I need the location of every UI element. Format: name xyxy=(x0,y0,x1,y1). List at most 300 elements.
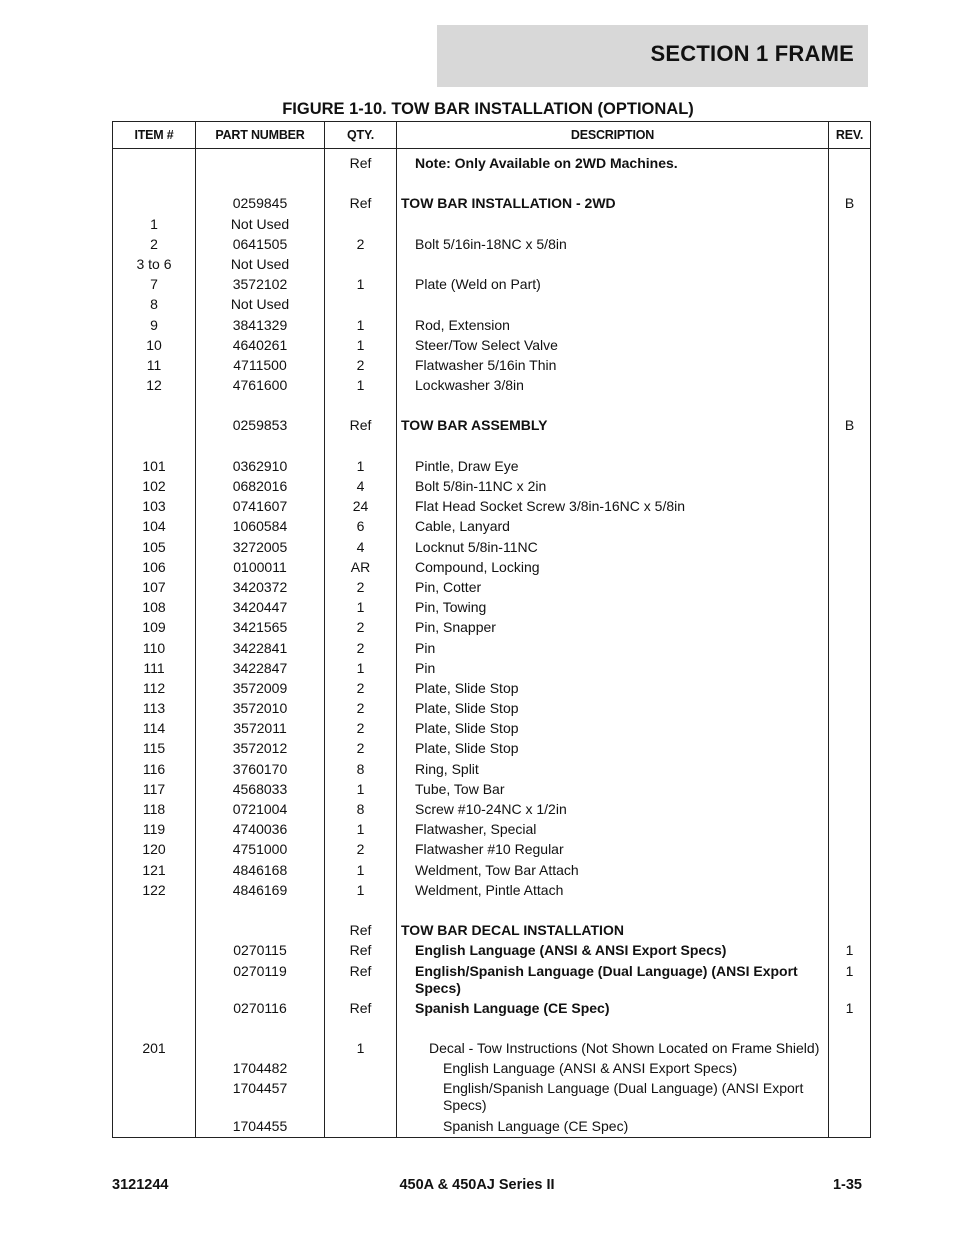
quantity-cell xyxy=(325,295,397,315)
description-cell xyxy=(397,961,829,998)
part-number-cell: Not Used xyxy=(196,295,325,315)
revision-cell xyxy=(829,497,871,517)
table-row xyxy=(113,295,871,315)
description-cell xyxy=(397,820,829,840)
description-text: Flat Head Socket Screw 3/8in-16NC x 5/8in xyxy=(415,498,686,515)
spacer-cell xyxy=(196,396,325,416)
part-number-cell: 3572011 xyxy=(196,719,325,739)
description-cell xyxy=(397,476,829,496)
table-row xyxy=(113,779,871,799)
description-text: Weldment, Pintle Attach xyxy=(415,881,564,898)
table-row xyxy=(113,456,871,476)
quantity-cell: Ref xyxy=(325,921,397,941)
item-number-cell xyxy=(113,194,196,214)
revision-cell xyxy=(829,517,871,537)
description-cell xyxy=(397,1038,829,1058)
parts-table-body xyxy=(113,149,871,1138)
quantity-cell: 1 xyxy=(325,315,397,335)
table-row xyxy=(113,860,871,880)
item-number-cell: 9 xyxy=(113,315,196,335)
revision-cell xyxy=(829,860,871,880)
revision-cell xyxy=(829,921,871,941)
description-text: Weldment, Tow Bar Attach xyxy=(415,861,579,878)
revision-cell xyxy=(829,1116,871,1137)
part-number-cell xyxy=(196,149,325,174)
description-text: Flatwasher 5/16in Thin xyxy=(415,356,557,373)
footer-model: 450A & 450AJ Series II xyxy=(399,1177,555,1193)
revision-cell xyxy=(829,375,871,395)
part-number-cell: 3841329 xyxy=(196,315,325,335)
revision-cell xyxy=(829,658,871,678)
table-row xyxy=(113,149,871,174)
table-row xyxy=(113,234,871,254)
revision-cell xyxy=(829,577,871,597)
quantity-cell: 1 xyxy=(325,1038,397,1058)
footer-page-number: 1-35 xyxy=(832,1177,862,1193)
revision-cell xyxy=(829,598,871,618)
table-row xyxy=(113,1116,871,1137)
description-cell xyxy=(397,315,829,335)
quantity-cell: 1 xyxy=(325,820,397,840)
item-number-cell xyxy=(113,961,196,998)
item-number-cell: 8 xyxy=(113,295,196,315)
spacer-cell xyxy=(325,436,397,456)
part-number-cell: Not Used xyxy=(196,254,325,274)
quantity-cell: Ref xyxy=(325,194,397,214)
description-text: English/Spanish Language (Dual Language) (ANSI Export Specs) xyxy=(443,1080,804,1114)
revision-cell xyxy=(829,719,871,739)
quantity-cell: Ref xyxy=(325,998,397,1018)
table-row xyxy=(113,1059,871,1079)
description-text: English Language (ANSI & ANSI Export Specs) xyxy=(443,1060,738,1077)
part-number-cell: 4846168 xyxy=(196,860,325,880)
description-cell xyxy=(397,840,829,860)
item-number-cell: 1 xyxy=(113,214,196,234)
item-number-cell: 109 xyxy=(113,618,196,638)
part-number-cell: 4568033 xyxy=(196,779,325,799)
table-row xyxy=(113,476,871,496)
table-row xyxy=(113,517,871,537)
description-cell xyxy=(397,456,829,476)
quantity-cell: Ref xyxy=(325,961,397,998)
item-number-cell: 10 xyxy=(113,335,196,355)
quantity-cell: 2 xyxy=(325,618,397,638)
item-number-cell: 110 xyxy=(113,638,196,658)
item-number-cell xyxy=(113,1079,196,1116)
item-number-cell: 201 xyxy=(113,1038,196,1058)
part-number-cell: 3572010 xyxy=(196,698,325,718)
description-text: Flatwasher #10 Regular xyxy=(415,841,564,858)
quantity-cell: 2 xyxy=(325,840,397,860)
revision-cell xyxy=(829,840,871,860)
description-text: Tube, Tow Bar xyxy=(415,780,505,797)
description-text: Steer/Tow Select Valve xyxy=(415,336,558,353)
item-number-cell: 2 xyxy=(113,234,196,254)
item-number-cell: 108 xyxy=(113,598,196,618)
table-row xyxy=(113,1038,871,1058)
part-number-cell: 3760170 xyxy=(196,759,325,779)
description-text: English/Spanish Language (Dual Language) (ANSI Export Specs) xyxy=(415,962,798,996)
table-row xyxy=(113,194,871,214)
table-row xyxy=(113,537,871,557)
item-number-cell xyxy=(113,416,196,436)
table-spacer-row xyxy=(113,1018,871,1038)
revision-cell xyxy=(829,557,871,577)
revision-cell xyxy=(829,456,871,476)
table-row xyxy=(113,638,871,658)
revision-cell xyxy=(829,1079,871,1116)
part-number-cell: 3420372 xyxy=(196,577,325,597)
spacer-cell xyxy=(325,1018,397,1038)
description-cell xyxy=(397,779,829,799)
table-row xyxy=(113,961,871,998)
description-cell xyxy=(397,416,829,436)
item-number-cell: 11 xyxy=(113,355,196,375)
description-cell xyxy=(397,998,829,1018)
revision-cell xyxy=(829,799,871,819)
description-cell xyxy=(397,598,829,618)
table-row xyxy=(113,658,871,678)
table-row xyxy=(113,335,871,355)
item-number-cell: 101 xyxy=(113,456,196,476)
description-cell xyxy=(397,698,829,718)
part-number-cell: 3422847 xyxy=(196,658,325,678)
spacer-cell xyxy=(196,1018,325,1038)
quantity-cell xyxy=(325,1116,397,1137)
item-number-cell: 106 xyxy=(113,557,196,577)
part-number-cell: 4711500 xyxy=(196,355,325,375)
part-number-cell: 3572009 xyxy=(196,678,325,698)
quantity-cell: 2 xyxy=(325,739,397,759)
description-cell xyxy=(397,214,829,234)
description-cell xyxy=(397,719,829,739)
revision-cell xyxy=(829,315,871,335)
table-row xyxy=(113,416,871,436)
revision-cell xyxy=(829,335,871,355)
spacer-cell xyxy=(397,900,829,920)
item-number-cell: 120 xyxy=(113,840,196,860)
quantity-cell: 2 xyxy=(325,678,397,698)
description-cell xyxy=(397,335,829,355)
quantity-cell: 8 xyxy=(325,759,397,779)
spacer-cell xyxy=(397,396,829,416)
table-row xyxy=(113,698,871,718)
description-text: Ring, Split xyxy=(415,760,479,777)
item-number-cell: 102 xyxy=(113,476,196,496)
table-row xyxy=(113,557,871,577)
description-cell xyxy=(397,497,829,517)
table-spacer-row xyxy=(113,174,871,194)
quantity-cell: 2 xyxy=(325,577,397,597)
quantity-cell: 6 xyxy=(325,517,397,537)
part-number-cell: 0270115 xyxy=(196,941,325,961)
description-text: Lockwasher 3/8in xyxy=(415,377,524,394)
quantity-cell: 24 xyxy=(325,497,397,517)
header-description: DESCRIPTION xyxy=(397,122,829,149)
figure-title: FIGURE 1-10. TOW BAR INSTALLATION (OPTIONAL) xyxy=(282,100,694,118)
quantity-cell xyxy=(325,214,397,234)
revision-cell xyxy=(829,820,871,840)
table-row xyxy=(113,921,871,941)
section-header xyxy=(437,25,868,87)
part-number-cell: 3572102 xyxy=(196,275,325,295)
description-text: Flatwasher, Special xyxy=(415,821,537,838)
revision-cell xyxy=(829,149,871,174)
quantity-cell xyxy=(325,254,397,274)
table-row xyxy=(113,375,871,395)
description-text: Screw #10-24NC x 1/2in xyxy=(415,801,567,817)
quantity-cell: 1 xyxy=(325,860,397,880)
item-number-cell: 113 xyxy=(113,698,196,718)
description-cell xyxy=(397,254,829,274)
item-number-cell: 104 xyxy=(113,517,196,537)
revision-cell: 1 xyxy=(829,961,871,998)
description-cell xyxy=(397,355,829,375)
revision-cell xyxy=(829,779,871,799)
description-cell xyxy=(397,275,829,295)
spacer-cell xyxy=(196,436,325,456)
description-cell xyxy=(397,880,829,900)
table-header-row xyxy=(113,122,871,149)
description-text: Decal - Tow Instructions (Not Shown Located on Frame Shield) xyxy=(429,1040,820,1057)
quantity-cell: Ref xyxy=(325,149,397,174)
quantity-cell: 1 xyxy=(325,880,397,900)
item-number-cell: 12 xyxy=(113,375,196,395)
part-number-cell: 4761600 xyxy=(196,375,325,395)
table-row xyxy=(113,678,871,698)
part-number-cell: Not Used xyxy=(196,214,325,234)
table-row xyxy=(113,497,871,517)
table-row xyxy=(113,739,871,759)
description-text: Pin xyxy=(415,659,436,676)
quantity-cell: 8 xyxy=(325,799,397,819)
table-row xyxy=(113,1079,871,1116)
quantity-cell xyxy=(325,1079,397,1116)
description-text: TOW BAR INSTALLATION - 2WD xyxy=(401,195,616,212)
revision-cell xyxy=(829,476,871,496)
table-spacer-row xyxy=(113,436,871,456)
description-text: Pintle, Draw Eye xyxy=(415,457,519,474)
table-row xyxy=(113,254,871,274)
table-row xyxy=(113,941,871,961)
description-cell xyxy=(397,1079,829,1116)
revision-cell xyxy=(829,1059,871,1079)
item-number-cell: 119 xyxy=(113,820,196,840)
part-number-cell: 3421565 xyxy=(196,618,325,638)
description-text: TOW BAR DECAL INSTALLATION xyxy=(401,922,624,939)
description-cell xyxy=(397,678,829,698)
spacer-cell xyxy=(196,174,325,194)
revision-cell xyxy=(829,537,871,557)
quantity-cell xyxy=(325,1059,397,1079)
table-row xyxy=(113,998,871,1018)
description-cell xyxy=(397,295,829,315)
revision-cell xyxy=(829,678,871,698)
quantity-cell: 4 xyxy=(325,537,397,557)
table-row xyxy=(113,355,871,375)
description-cell xyxy=(397,941,829,961)
revision-cell: 1 xyxy=(829,998,871,1018)
table-row xyxy=(113,880,871,900)
spacer-cell xyxy=(113,436,196,456)
spacer-cell xyxy=(829,436,871,456)
description-cell xyxy=(397,759,829,779)
description-cell xyxy=(397,149,829,174)
item-number-cell xyxy=(113,149,196,174)
table-row xyxy=(113,577,871,597)
description-cell xyxy=(397,557,829,577)
part-number-cell: 3272005 xyxy=(196,537,325,557)
table-spacer-row xyxy=(113,396,871,416)
part-number-cell: 0641505 xyxy=(196,234,325,254)
description-cell xyxy=(397,739,829,759)
description-text: Plate, Slide Stop xyxy=(415,679,519,696)
item-number-cell: 122 xyxy=(113,880,196,900)
revision-cell xyxy=(829,739,871,759)
revision-cell xyxy=(829,638,871,658)
item-number-cell xyxy=(113,1116,196,1137)
revision-cell: 1 xyxy=(829,941,871,961)
part-number-cell: 0270116 xyxy=(196,998,325,1018)
description-cell xyxy=(397,860,829,880)
table-row xyxy=(113,840,871,860)
item-number-cell xyxy=(113,921,196,941)
part-number-cell: 0682016 xyxy=(196,476,325,496)
description-cell xyxy=(397,658,829,678)
part-number-cell: 0721004 xyxy=(196,799,325,819)
spacer-cell xyxy=(113,396,196,416)
revision-cell xyxy=(829,355,871,375)
revision-cell xyxy=(829,234,871,254)
description-text: Plate, Slide Stop xyxy=(415,740,519,757)
quantity-cell: 4 xyxy=(325,476,397,496)
part-number-cell: 0741607 xyxy=(196,497,325,517)
header-item: ITEM # xyxy=(113,122,196,149)
quantity-cell: 1 xyxy=(325,658,397,678)
revision-cell xyxy=(829,618,871,638)
description-text: Note: Only Available on 2WD Machines. xyxy=(415,155,678,171)
spacer-cell xyxy=(829,396,871,416)
quantity-cell: 2 xyxy=(325,234,397,254)
item-number-cell: 121 xyxy=(113,860,196,880)
revision-cell xyxy=(829,214,871,234)
quantity-cell: 2 xyxy=(325,698,397,718)
description-cell xyxy=(397,1116,829,1137)
description-text: Locknut 5/8in-11NC xyxy=(415,538,538,555)
item-number-cell: 107 xyxy=(113,577,196,597)
description-text: English Language (ANSI & ANSI Export Specs) xyxy=(415,942,727,959)
table-row xyxy=(113,618,871,638)
item-number-cell: 103 xyxy=(113,497,196,517)
part-number-cell: 1704457 xyxy=(196,1079,325,1116)
item-number-cell xyxy=(113,1059,196,1079)
part-number-cell: 0270119 xyxy=(196,961,325,998)
spacer-cell xyxy=(113,174,196,194)
spacer-cell xyxy=(196,900,325,920)
description-cell xyxy=(397,194,829,214)
header-rev: REV. xyxy=(829,122,871,149)
description-text: Compound, Locking xyxy=(415,558,540,575)
spacer-cell xyxy=(325,396,397,416)
quantity-cell: 2 xyxy=(325,638,397,658)
revision-cell: B xyxy=(829,416,871,436)
revision-cell: B xyxy=(829,194,871,214)
quantity-cell: 1 xyxy=(325,375,397,395)
description-text: Rod, Extension xyxy=(415,316,510,333)
quantity-cell: 1 xyxy=(325,456,397,476)
quantity-cell: 1 xyxy=(325,779,397,799)
part-number-cell: 1704455 xyxy=(196,1116,325,1137)
part-number-cell xyxy=(196,921,325,941)
part-number-cell: 0362910 xyxy=(196,456,325,476)
table-row xyxy=(113,214,871,234)
part-number-cell xyxy=(196,1038,325,1058)
table-row xyxy=(113,275,871,295)
table-row xyxy=(113,799,871,819)
revision-cell xyxy=(829,880,871,900)
item-number-cell: 118 xyxy=(113,799,196,819)
description-cell xyxy=(397,638,829,658)
description-text: TOW BAR ASSEMBLY xyxy=(401,417,548,434)
quantity-cell: 2 xyxy=(325,355,397,375)
revision-cell xyxy=(829,275,871,295)
revision-cell xyxy=(829,698,871,718)
description-text: Pin xyxy=(415,639,436,656)
part-number-cell: 3422841 xyxy=(196,638,325,658)
part-number-cell: 0259853 xyxy=(196,416,325,436)
description-text: Pin, Snapper xyxy=(415,619,496,636)
spacer-cell xyxy=(113,1018,196,1038)
description-text: Cable, Lanyard xyxy=(415,518,510,535)
quantity-cell: 1 xyxy=(325,275,397,295)
description-text: Pin, Towing xyxy=(415,599,487,616)
description-text: Bolt 5/8in-11NC x 2in xyxy=(415,478,547,494)
description-cell xyxy=(397,234,829,254)
quantity-cell: 2 xyxy=(325,719,397,739)
item-number-cell: 114 xyxy=(113,719,196,739)
item-number-cell: 117 xyxy=(113,779,196,799)
spacer-cell xyxy=(113,900,196,920)
table-row xyxy=(113,315,871,335)
revision-cell xyxy=(829,254,871,274)
description-text: Spanish Language (CE Spec) xyxy=(443,1117,629,1134)
quantity-cell: 1 xyxy=(325,335,397,355)
quantity-cell: AR xyxy=(325,557,397,577)
description-cell xyxy=(397,537,829,557)
part-number-cell: 3572012 xyxy=(196,739,325,759)
item-number-cell xyxy=(113,998,196,1018)
section-title: SECTION 1 FRAME xyxy=(650,41,854,66)
description-text: Pin, Cotter xyxy=(415,578,482,595)
part-number-cell: 4640261 xyxy=(196,335,325,355)
description-text: Plate, Slide Stop xyxy=(415,700,519,717)
table-row xyxy=(113,719,871,739)
spacer-cell xyxy=(829,1018,871,1038)
spacer-cell xyxy=(325,900,397,920)
quantity-cell: Ref xyxy=(325,416,397,436)
part-number-cell: 0259845 xyxy=(196,194,325,214)
part-number-cell: 4846169 xyxy=(196,880,325,900)
part-number-cell: 1704482 xyxy=(196,1059,325,1079)
table-row xyxy=(113,598,871,618)
part-number-cell: 3420447 xyxy=(196,598,325,618)
header-part-number: PART NUMBER xyxy=(196,122,325,149)
table-row xyxy=(113,759,871,779)
table-spacer-row xyxy=(113,900,871,920)
part-number-cell: 1060584 xyxy=(196,517,325,537)
spacer-cell xyxy=(397,174,829,194)
spacer-cell xyxy=(829,174,871,194)
